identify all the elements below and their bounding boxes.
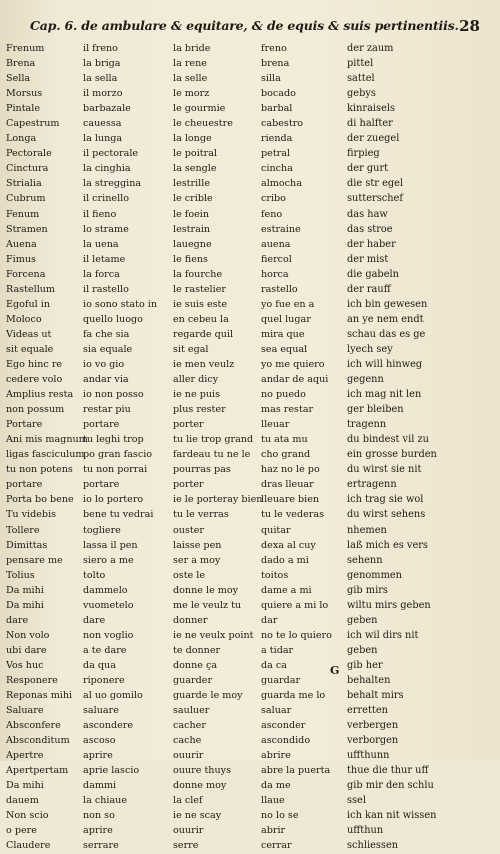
vocab-cell: abrire — [261, 750, 291, 762]
vocab-cell: serre — [173, 840, 199, 852]
vocab-cell: ger bleiben — [347, 404, 404, 416]
vocab-cell: ouurir — [173, 825, 204, 837]
vocab-cell: donner — [173, 614, 208, 626]
vocab-cell: gegenn — [347, 374, 384, 386]
vocab-cell: andar via — [83, 374, 129, 386]
vocab-cell: uffthun — [347, 825, 384, 837]
vocab-cell: cabestro — [261, 118, 304, 130]
vocab-cell: die str egel — [347, 178, 404, 190]
vocab-cell: Cubrum — [6, 193, 46, 205]
vocab-cell: io non posso — [83, 389, 144, 401]
vocab-cell: andar de aqui — [261, 374, 329, 386]
vocab-cell: silla — [261, 73, 281, 85]
vocab-cell: fa che sia — [83, 328, 130, 340]
vocab-cell: sea equal — [261, 343, 308, 355]
vocab-cell: il morzo — [83, 88, 123, 100]
vocab-cell: der gurt — [347, 163, 389, 175]
vocab-cell: freno — [261, 43, 287, 54]
vocab-cell: lleuare bien — [261, 494, 320, 506]
vocab-cell: wiltu mirs geben — [347, 599, 431, 611]
vocab-cell: behalten — [347, 674, 391, 686]
vocab-cell: uffthunn — [347, 750, 390, 762]
vocab-cell: cho grand — [261, 449, 311, 461]
vocab-cell: cincha — [261, 163, 293, 175]
vocab-cell: dado a mi — [261, 554, 309, 566]
vocab-cell: la briga — [83, 58, 121, 70]
vocab-cell: Rastellum — [6, 283, 56, 295]
vocab-cell: ascondido — [261, 735, 311, 747]
vocab-cell: pittel — [347, 58, 374, 70]
vocab-cell: ertragenn — [347, 479, 397, 491]
vocab-cell: toitos — [261, 569, 289, 581]
vocab-cell: le fiens — [173, 253, 208, 265]
vocab-cell: nhemen — [347, 524, 387, 536]
vocab-cell: donne ça — [173, 659, 218, 671]
vocab-cell: pensare me — [6, 554, 63, 566]
vocab-cell: tu non porrai — [83, 464, 148, 476]
vocab-cell: Pectorale — [6, 148, 52, 160]
vocab-cell: pourras pas — [173, 464, 231, 476]
vocab-cell: il fieno — [83, 208, 117, 220]
vocab-cell: das haw — [347, 208, 388, 220]
vocab-cell: bocado — [261, 88, 296, 100]
vocab-cell: guarde le moy — [173, 690, 243, 702]
vocab-cell: la sengle — [173, 163, 217, 175]
vocab-cell: togliere — [83, 524, 121, 536]
vocab-cell: abrir — [261, 825, 286, 837]
vocab-cell: ascoso — [83, 735, 116, 747]
vocab-cell: geben — [347, 614, 378, 626]
vocab-cell: le foein — [173, 208, 210, 220]
vocab-cell: no te lo quiero — [261, 629, 332, 641]
vocab-cell: Da mihi — [6, 780, 44, 792]
vocab-cell: der haber — [347, 238, 396, 250]
vocab-cell: ascondere — [83, 720, 134, 732]
vocab-cell: aprie lascio — [83, 765, 140, 777]
vocab-cell: genommen — [347, 569, 402, 581]
vocab-cell: fardeau tu ne le — [173, 449, 251, 461]
vocab-cell: di halfter — [347, 118, 393, 130]
vocab-cell: saluar — [261, 705, 292, 717]
vocab-cell: ubi dare — [6, 644, 47, 656]
vocab-cell: non so — [83, 810, 115, 822]
vocab-cell: ich kan nit wissen — [347, 810, 437, 822]
vocab-cell: plus rester — [173, 404, 226, 416]
vocab-cell: Egoful in — [6, 298, 51, 310]
vocab-cell: dar — [261, 614, 278, 626]
vocab-cell: Morsus — [6, 88, 43, 100]
vocab-cell: Portare — [6, 419, 43, 431]
vocab-cell: le poitral — [173, 148, 218, 160]
vocab-cell: le gourmie — [173, 103, 226, 115]
vocab-cell: restar piu — [83, 404, 131, 416]
vocab-cell: a tidar — [261, 644, 294, 656]
vocab-cell: der mist — [347, 253, 389, 265]
vocab-cell: behalt mirs — [347, 690, 404, 702]
vocab-cell: tu le verras — [173, 509, 229, 521]
vocab-cell: horca — [261, 268, 289, 280]
vocab-cell: du bindest vil zu — [347, 434, 429, 446]
vocab-cell: Fenum — [6, 208, 40, 220]
vocab-cell: sauluer — [173, 705, 210, 717]
vocab-cell: schau das es ge — [347, 328, 426, 340]
vocab-cell: saluare — [83, 705, 119, 717]
vocab-cell: il letame — [83, 253, 126, 265]
vocab-cell: estraine — [261, 223, 301, 235]
vocab-cell: sit egal — [173, 343, 209, 355]
vocab-cell: Non scio — [6, 810, 49, 822]
vocab-cell: guarda me lo — [261, 690, 326, 702]
vocab-cell: Amplius resta — [6, 389, 74, 401]
vocab-cell: il pectorale — [83, 148, 139, 160]
vocab-cell: dare — [83, 614, 106, 626]
vocab-cell: Porta bo bene — [6, 494, 74, 506]
vocab-cell: il rastello — [83, 283, 129, 295]
vocab-cell: Da mihi — [6, 584, 44, 596]
vocab-cell: donne le moy — [173, 584, 239, 596]
vocab-cell: Tu videbis — [6, 509, 57, 521]
vocab-cell: lestrain — [173, 223, 211, 235]
column-spanish — [261, 41, 353, 854]
vocab-cell: ligas fasciculum — [6, 449, 85, 461]
vocab-cell: lestrille — [173, 178, 210, 190]
vocab-cell: non voglio — [83, 629, 134, 641]
vocab-cell: kinraisels — [347, 103, 396, 115]
vocab-cell: le rastelier — [173, 283, 226, 295]
vocab-cell: rastello — [261, 283, 298, 295]
column-french — [173, 41, 265, 854]
page-header — [18, 16, 488, 38]
vocab-cell: erretten — [347, 705, 388, 717]
vocab-cell: Apertre — [6, 750, 44, 762]
vocab-cell: la clef — [173, 795, 203, 807]
vocab-cell: te donner — [173, 644, 221, 656]
vocab-cell: ich mag nit len — [347, 389, 422, 401]
vocab-cell: llaue — [261, 795, 285, 807]
vocab-cell: tolto — [83, 569, 106, 581]
vocab-cell: dras lleuar — [261, 479, 314, 491]
vocab-cell: Fimus — [6, 253, 36, 265]
vocab-cell: Brena — [6, 58, 36, 70]
vocab-cell: cacher — [173, 720, 206, 732]
vocab-cell: serrare — [83, 840, 119, 852]
vocab-cell: laisse pen — [173, 539, 222, 551]
vocab-cell: tu leghi trop — [83, 434, 144, 446]
vocab-cell: aprire — [83, 825, 113, 837]
vocab-cell: sit equale — [6, 343, 54, 355]
vocab-cell: la selle — [173, 73, 208, 85]
vocab-cell: io vo gio — [83, 358, 125, 370]
vocab-cell: la fourche — [173, 268, 223, 280]
vocab-cell: aprire — [83, 750, 113, 762]
vocab-cell: riponere — [83, 674, 125, 686]
vocab-cell: Da mihi — [6, 599, 44, 611]
vocab-cell: Cinctura — [6, 163, 49, 175]
vocab-cell: ouure thuys — [173, 765, 232, 777]
vocab-cell: du wirst sehens — [347, 509, 426, 521]
vocab-cell: io lo portero — [83, 494, 144, 506]
vocab-cell: la longe — [173, 133, 212, 145]
vocab-cell: Responere — [6, 674, 58, 686]
vocab-cell: la streggina — [83, 178, 142, 190]
vocab-cell: gib mirs — [347, 584, 388, 596]
vocab-cell: oste le — [173, 569, 206, 581]
vocab-cell: dammi — [83, 780, 117, 792]
vocab-cell: dexa al cuy — [261, 539, 316, 551]
vocab-cell: ouurir — [173, 750, 204, 762]
vocab-cell: portare — [83, 419, 120, 431]
vocab-cell: almocha — [261, 178, 302, 190]
vocab-cell: io sono stato in — [83, 298, 158, 310]
vocab-cell: Videas ut — [6, 328, 52, 340]
vocab-cell: il crinello — [83, 193, 129, 205]
vocab-cell: la uena — [83, 238, 119, 250]
vocab-cell: laß mich es vers — [347, 539, 428, 551]
page-number: 28 — [459, 17, 480, 35]
vocab-cell: al uo gomilo — [83, 690, 143, 702]
vocab-cell: Pintale — [6, 103, 41, 115]
vocab-cell: feno — [261, 208, 283, 220]
vocab-cell: la cinghia — [83, 163, 131, 175]
vocab-cell: Forcena — [6, 268, 46, 280]
vocab-cell: gib mir den schlu — [347, 780, 434, 792]
vocab-cell: bene tu vedrai — [83, 509, 154, 521]
vocab-cell: donne moy — [173, 780, 227, 792]
vocab-cell: du wirst sie nit — [347, 464, 422, 476]
vocab-cell: ich will hinweg — [347, 358, 423, 370]
vocab-cell: yo fue en a — [261, 298, 315, 310]
vocab-cell: Dimittas — [6, 539, 48, 551]
vocab-cell: sia equale — [83, 343, 133, 355]
vocab-cell: a te dare — [83, 644, 127, 656]
vocab-cell: tu non potens — [6, 464, 73, 476]
vocab-cell: Capestrum — [6, 118, 60, 130]
vocab-cell: cribo — [261, 193, 286, 205]
vocab-cell: yo me quiero — [261, 358, 325, 370]
vocab-cell: lleuar — [261, 419, 290, 431]
vocab-cell: no lo se — [261, 810, 299, 822]
vocab-cell: portare — [83, 479, 120, 491]
vocab-cell: ouster — [173, 524, 204, 536]
vocab-cell: ie men veulz — [173, 358, 235, 370]
vocab-cell: tragenn — [347, 419, 387, 431]
vocab-cell: ssel — [347, 795, 366, 807]
vocabulary-table — [6, 41, 496, 852]
vocab-cell: porter — [173, 479, 204, 491]
vocab-cell: sattel — [347, 73, 375, 85]
vocab-cell: Apertpertam — [6, 765, 69, 777]
vocab-cell: tu lie trop grand — [173, 434, 254, 446]
vocab-cell: le morz — [173, 88, 210, 100]
vocab-cell: der zuegel — [347, 133, 400, 145]
vocab-cell: abre la puerta — [261, 765, 331, 777]
vocab-cell: geben — [347, 644, 378, 656]
vocab-cell: me le veulz tu — [173, 599, 242, 611]
vocab-cell: da ca — [261, 659, 288, 671]
vocab-cell: brena — [261, 58, 290, 70]
vocab-cell: cerrar — [261, 840, 292, 852]
vocab-cell: Longa — [6, 133, 37, 145]
vocab-cell: mas restar — [261, 404, 314, 416]
chapter-title: Cap. 6. de ambulare & equitare, & de equis & suis pertinentiis. — [30, 18, 459, 33]
vocab-cell: thue die thur uff — [347, 765, 429, 777]
vocab-cell: Non volo — [6, 629, 50, 641]
vocab-cell: der zaum — [347, 43, 394, 54]
column-latin — [6, 41, 88, 854]
vocab-cell: il freno — [83, 43, 118, 54]
vocab-cell: la forca — [83, 268, 120, 280]
vocab-cell: schliessen — [347, 840, 399, 852]
vocab-cell: dauem — [6, 795, 39, 807]
vocab-cell: verborgen — [347, 735, 399, 747]
vocab-cell: non possum — [6, 404, 65, 416]
vocab-cell: tu le vederas — [261, 509, 325, 521]
vocab-cell: verbergen — [347, 720, 399, 732]
vocab-cell: la lunga — [83, 133, 123, 145]
vocab-cell: Sella — [6, 73, 31, 85]
vocab-cell: quitar — [261, 524, 291, 536]
vocab-cell: siero a me — [83, 554, 134, 566]
vocab-cell: dammelo — [83, 584, 128, 596]
vocab-cell: la bride — [173, 43, 211, 54]
vocab-cell: lauegne — [173, 238, 212, 250]
vocab-cell: aller dicy — [173, 374, 219, 386]
vocab-cell: la sella — [83, 73, 118, 85]
vocab-cell: no puedo — [261, 389, 306, 401]
vocab-cell: ser a moy — [173, 554, 221, 566]
vocab-cell: ie ne puis — [173, 389, 221, 401]
vocab-cell: tu ata mu — [261, 434, 308, 446]
vocab-cell: der rauff — [347, 283, 391, 295]
vocab-cell: ich bin gewesen — [347, 298, 428, 310]
vocab-cell: rienda — [261, 133, 293, 145]
vocab-cell: fiercol — [261, 253, 292, 265]
vocab-cell: dare — [6, 614, 29, 626]
vocab-cell: cache — [173, 735, 202, 747]
vocab-cell: dame a mi — [261, 584, 312, 596]
vocab-cell: ie ne scay — [173, 810, 222, 822]
vocab-cell: le cheuestre — [173, 118, 233, 130]
vocab-cell: o pere — [6, 825, 37, 837]
vocab-cell: Absconditum — [6, 735, 70, 747]
vocab-cell: Vos huc — [6, 659, 44, 671]
vocab-cell: le crible — [173, 193, 213, 205]
vocab-cell: sutterschef — [347, 193, 403, 205]
vocab-cell: ie le porteray bien — [173, 494, 263, 506]
vocab-cell: ich wil dirs nit — [347, 629, 419, 641]
vocab-cell: lassa il pen — [83, 539, 138, 551]
vocab-cell: petral — [261, 148, 291, 160]
vocab-cell: ie suis este — [173, 298, 228, 310]
vocab-cell: an ye nem endt — [347, 313, 424, 325]
vocab-cell: Reponas mihi — [6, 690, 73, 702]
vocab-cell: en cebeu la — [173, 313, 229, 325]
vocab-cell: Auena — [6, 238, 37, 250]
vocab-cell: Claudere — [6, 840, 51, 852]
vocab-cell: barbazale — [83, 103, 131, 115]
vocab-cell: quello luogo — [83, 313, 143, 325]
vocab-cell: cedere volo — [6, 374, 63, 386]
vocab-cell: la rene — [173, 58, 207, 70]
vocab-cell: gebys — [347, 88, 376, 100]
vocab-cell: porter — [173, 419, 204, 431]
vocab-cell: Saluare — [6, 705, 44, 717]
column-german — [347, 41, 447, 854]
vocab-cell: lyech sey — [347, 343, 393, 355]
vocab-cell: Absconfere — [6, 720, 61, 732]
vocab-cell: die gabeln — [347, 268, 399, 280]
vocab-cell: barbal — [261, 103, 293, 115]
signature-mark: G — [330, 664, 340, 677]
vocab-cell: Moloco — [6, 313, 42, 325]
vocab-cell: Ani mis magnum — [6, 434, 88, 446]
vocab-cell: regarde quil — [173, 328, 234, 340]
vocab-cell: quel lugar — [261, 313, 311, 325]
vocab-cell: vuometelo — [83, 599, 134, 611]
vocab-cell: guardar — [261, 674, 301, 686]
vocab-cell: da qua — [83, 659, 116, 671]
vocab-cell: lo strame — [83, 223, 129, 235]
vocab-cell: asconder — [261, 720, 306, 732]
vocab-cell: portare — [6, 479, 43, 491]
vocab-cell: ie ne veulx point — [173, 629, 254, 641]
vocab-cell: quiere a mi lo — [261, 599, 329, 611]
vocab-cell: auena — [261, 238, 291, 250]
vocab-cell: la chiaue — [83, 795, 128, 807]
vocab-cell: mira que — [261, 328, 305, 340]
vocab-cell: guarder — [173, 674, 213, 686]
vocab-cell: firpieg — [347, 148, 380, 160]
vocab-cell: Frenum — [6, 43, 45, 54]
vocab-cell: Stramen — [6, 223, 48, 235]
vocab-cell: Tolius — [6, 569, 35, 581]
vocab-cell: sehenn — [347, 554, 383, 566]
vocab-cell: Ego hinc re — [6, 358, 63, 370]
vocab-cell: ich trag sie wol — [347, 494, 424, 506]
vocab-cell: da me — [261, 780, 291, 792]
vocab-cell: haz no le po — [261, 464, 320, 476]
vocab-cell: ein grosse burden — [347, 449, 437, 461]
vocab-cell: cauessa — [83, 118, 122, 130]
column-italian — [83, 41, 175, 854]
vocab-cell: das stroe — [347, 223, 393, 235]
vocab-cell: Strialia — [6, 178, 42, 190]
vocab-cell: Tollere — [6, 524, 40, 536]
vocab-cell: po gran fascio — [83, 449, 153, 461]
vocab-cell: gib her — [347, 659, 383, 671]
